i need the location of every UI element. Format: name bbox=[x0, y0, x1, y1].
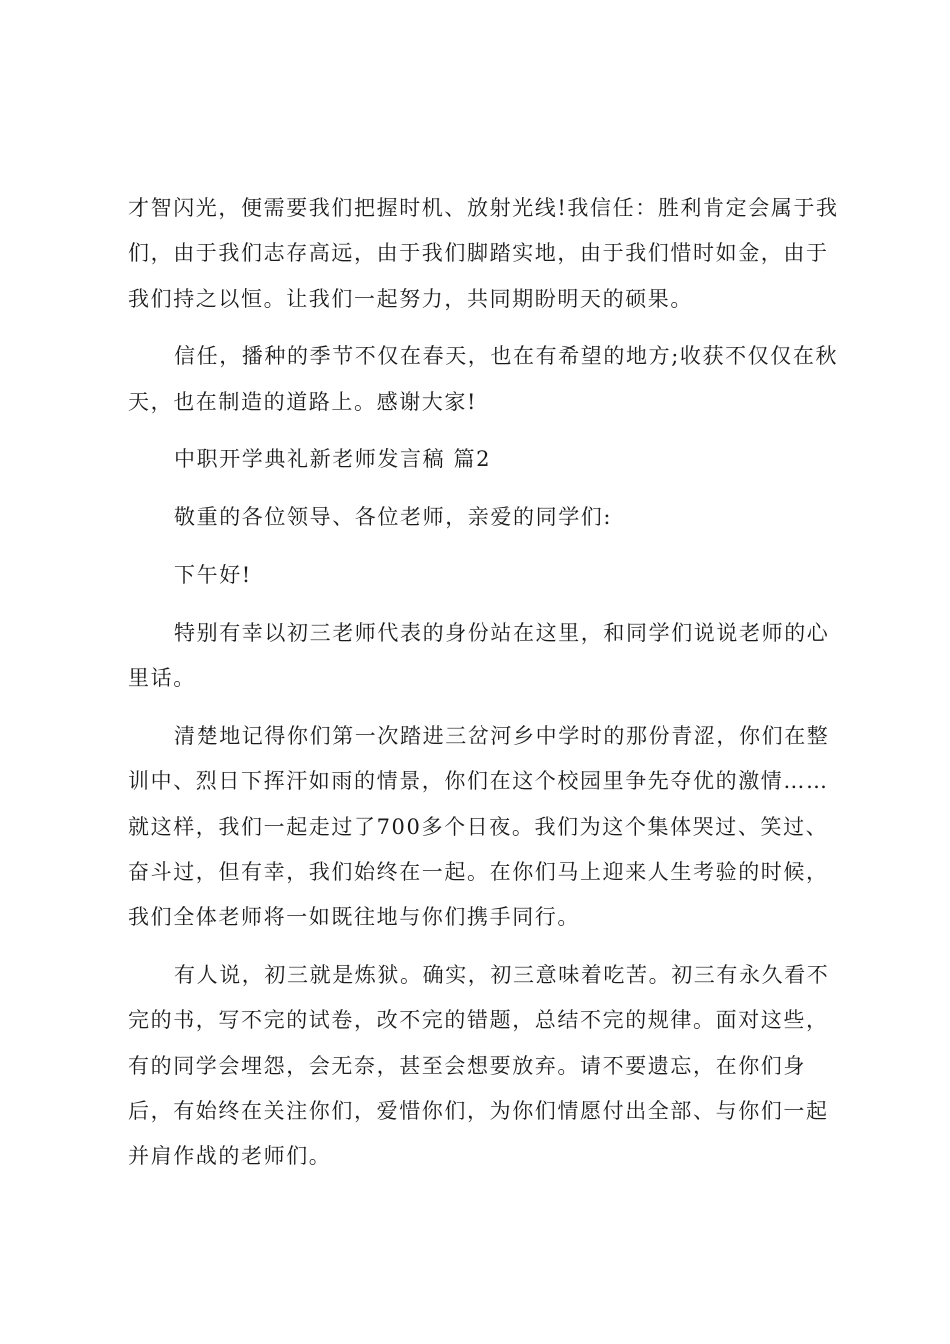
text-line: 们，由于我们志存高远，由于我们脚踏实地，由于我们惜时如金，由于 bbox=[128, 241, 829, 266]
paragraph bbox=[128, 611, 828, 702]
text-line: 我们全体老师将一如既往地与你们携手同行。 bbox=[128, 905, 580, 930]
text-line: 完的书，写不完的试卷，改不完的错题，总结不完的规律。面对这些， bbox=[128, 1008, 829, 1033]
text-line: 奋斗过，但有幸，我们始终在一起。在你们马上迎来人生考验的时候， bbox=[128, 859, 829, 884]
text-line: 里话。 bbox=[128, 666, 196, 691]
text-line: 下午好! bbox=[174, 563, 252, 588]
text-line: 我们持之以恒。让我们一起努力，共同期盼明天的硕果。 bbox=[128, 286, 693, 311]
text-line: 训中、烈日下挥汗如雨的情景，你们在这个校园里争先夺优的激情…… bbox=[128, 769, 829, 794]
heading-text: 中职开学典礼新老师发言稿 篇2 bbox=[174, 447, 492, 472]
text-line: 天，也在制造的道路上。感谢大家! bbox=[128, 389, 478, 414]
text-line: 特别有幸以初三老师代表的身份站在这里，和同学们说说老师的心 bbox=[174, 620, 830, 645]
document-body bbox=[128, 186, 839, 1192]
text-line: 并肩作战的老师们。 bbox=[128, 1144, 332, 1169]
text-line: 敬重的各位领导、各位老师，亲爱的同学们: bbox=[174, 505, 613, 530]
text-line: 信任，播种的季节不仅在春天，也在有希望的地方;收获不仅仅在秋 bbox=[174, 344, 839, 369]
paragraph bbox=[128, 186, 839, 322]
section-heading bbox=[128, 437, 828, 482]
text-line: 有人说，初三就是炼狱。确实，初三意味着吃苦。初三有永久看不 bbox=[174, 962, 830, 987]
text-line: 有的同学会埋怨，会无奈，甚至会想要放弃。请不要遗忘，在你们身 bbox=[128, 1053, 806, 1078]
text-line: 才智闪光，便需要我们把握时机、放射光线!我信任：胜利肯定会属于我 bbox=[128, 196, 839, 220]
paragraph bbox=[128, 953, 828, 1179]
greeting bbox=[128, 553, 828, 598]
text-line: 清楚地记得你们第一次踏进三岔河乡中学时的那份青涩，你们在整 bbox=[174, 723, 830, 748]
salutation bbox=[128, 495, 828, 540]
paragraph bbox=[128, 334, 839, 425]
text-line: 后，有始终在关注你们，爱惜你们，为你们情愿付出全部、与你们一起 bbox=[128, 1098, 829, 1123]
paragraph bbox=[128, 714, 828, 940]
text-line: 就这样，我们一起走过了700多个日夜。我们为这个集体哭过、笑过、 bbox=[128, 814, 829, 839]
